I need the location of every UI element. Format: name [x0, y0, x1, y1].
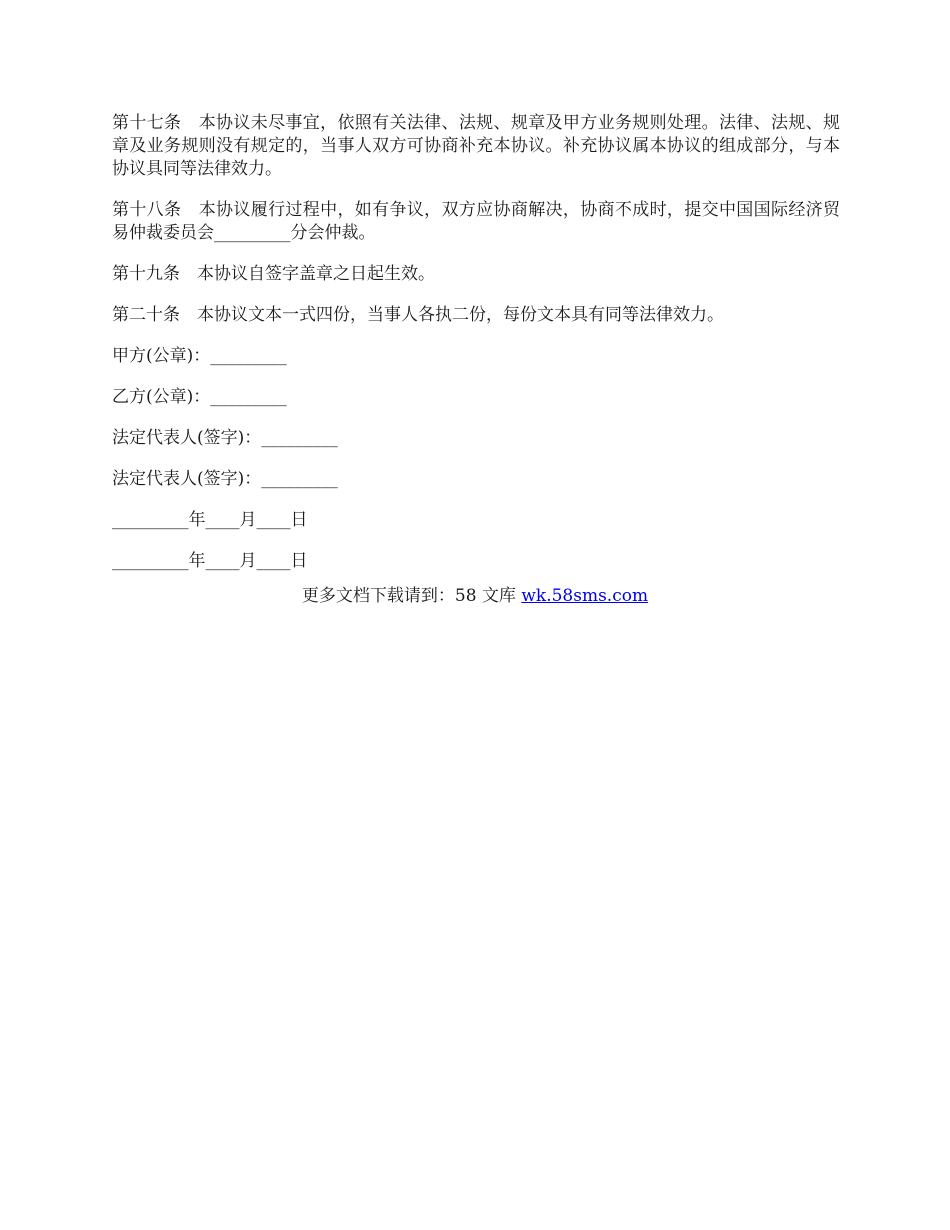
article-19-text: 本协议自签字盖章之日起生效。 [197, 264, 435, 284]
party-b-date-line: _________年____月____日 [112, 551, 308, 571]
document-page [112, 112, 840, 591]
party-a-seal-line: 甲方(公章)：_________ [112, 346, 287, 366]
footer-prefix: 更多文档下载请到：58 文库 [301, 586, 522, 606]
article-17 [112, 112, 840, 181]
article-19-number: 第十九条 [112, 264, 180, 284]
article-18 [112, 199, 840, 245]
article-19 [112, 263, 840, 286]
party-b-seal-line: 乙方(公章)：_________ [112, 387, 287, 407]
article-20-text: 本协议文本一式四份，当事人各执二份，每份文本具有同等法律效力。 [197, 305, 724, 325]
article-20 [112, 304, 840, 327]
party-b-representative-line: 法定代表人(签字)：_________ [112, 469, 338, 489]
download-footer [0, 585, 950, 608]
footer-link[interactable]: wk.58sms.com [521, 586, 649, 606]
article-18-number: 第十八条 [112, 200, 182, 220]
party-a-date-line: _________年____月____日 [112, 510, 308, 530]
party-a-representative-line: 法定代表人(签字)：_________ [112, 428, 338, 448]
article-18-text: 本协议履行过程中，如有争议，双方应协商解决，协商不成时，提交中国国际经济贸易仲裁委员会_________分会仲裁。 [112, 200, 841, 243]
article-17-number: 第十七条 [112, 113, 182, 133]
article-20-number: 第二十条 [112, 305, 180, 325]
article-17-text: 本协议未尽事宜，依照有关法律、法规、规章及甲方业务规则处理。法律、法规、规章及业务规则没有规定的，当事人双方可协商补充本协议。补充协议属本协议的组成部分，与本协议具同等法律效力。 [112, 113, 841, 179]
